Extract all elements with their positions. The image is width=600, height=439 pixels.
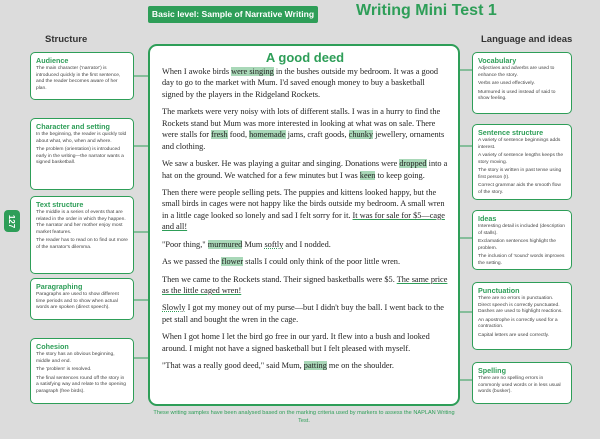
highlight: fresh	[211, 130, 228, 140]
dotted-underline: Slowly	[162, 303, 186, 313]
box-text: Capital letters are used correctly.	[478, 332, 550, 338]
highlight: chunky	[348, 130, 374, 140]
box-text: There are no errors in punctuation. Direct speech is correctly punctuated. Dashes are used to highlight reactions.	[478, 296, 563, 315]
cohesion-box	[30, 338, 134, 404]
structure-heading: Structure	[45, 34, 88, 45]
highlight: patting	[303, 361, 327, 371]
box-title: Character and setting	[36, 122, 110, 131]
box-title: Ideas	[478, 214, 497, 223]
box-text: In the beginning, the reader is quickly told about what, who, when and where.	[36, 132, 127, 144]
story-paragraph-7: Then we came to the Rockets stand. Their signed basketballs were $5. The same price as the little caged wren!	[162, 274, 448, 295]
box-text: The final sentences round off the story in a satisfying way and relate to the opening paragraph (free birds).	[36, 375, 126, 394]
box-text: Paragraphs are used to show different time periods and to show when actual words are spoken (direct speech).	[36, 292, 119, 311]
box-text: There are no spelling errors in commonly used words or in less usual words (busker).	[478, 376, 561, 395]
highlight: keen	[359, 170, 376, 180]
text-structure-box	[30, 196, 134, 274]
paragraphing-box	[30, 278, 134, 320]
story-title: A good deed	[265, 50, 345, 65]
box-text: A variety of sentence beginnings adds interest.	[478, 138, 561, 150]
audience-box	[30, 52, 134, 100]
box-title: Spelling	[478, 366, 506, 375]
box-text: The story has an obvious beginning, middle and end.	[36, 352, 115, 364]
language-ideas-heading: Language and ideas	[481, 34, 573, 45]
box-title: Text structure	[36, 200, 84, 209]
character-setting-box	[30, 118, 134, 190]
story-paragraph-2: The markets were very noisy with lots of different stalls. I was in a hurry to find the Rockets stand but Mum was more interested in looking at what was on sale. There were stalls for fresh food, homemade jams, craft goods, chunky jewellery, ornaments and clothing.	[162, 107, 445, 151]
ideas-box	[472, 210, 572, 270]
box-text: The main character ('narrator') is introduced quickly in the first sentence, and the reader becomes aware of her plan.	[36, 66, 121, 91]
page-title: Writing Mini Test 1	[356, 2, 497, 19]
highlight: flower	[221, 257, 244, 267]
spelling-box	[472, 362, 572, 404]
story-paragraph-6: As we passed the flower stalls I could only think of the poor little wren.	[162, 257, 401, 267]
box-title: Audience	[36, 56, 69, 65]
story-paragraph-1: When I awoke birds were singing in the bushes outside my bedroom. It was a good day to go to the market with Mum. I'd saved enough money to buy a basketball signed by the players in the Ridgeland Rockets.	[162, 67, 439, 99]
box-title: Sentence structure	[478, 128, 544, 137]
page-number-tab	[4, 210, 20, 232]
story-paragraph-8: Slowly I got my money out of my purse—but I didn't buy the ball. I went back to the pet stall and bought the wren in the cage.	[162, 303, 444, 324]
box-text: Adjectives and adverbs are used to enhance the story.	[478, 66, 555, 78]
box-text: The inclusion of 'sound' words improves the setting.	[478, 254, 565, 266]
box-text: The 'problem' is resolved.	[36, 367, 92, 373]
box-text: Verbs are used effectively.	[478, 81, 535, 87]
box-text: An apostrophe is correctly used for a contraction.	[478, 317, 558, 330]
page-number: 127	[7, 214, 17, 228]
box-text: Correct grammar aids the smooth flow of the story.	[478, 183, 561, 195]
highlight: homemade	[249, 130, 286, 140]
box-title: Paragraphing	[36, 282, 83, 291]
sentence-structure-box	[472, 124, 572, 200]
punctuation-box	[472, 282, 572, 350]
box-text: Interesting detail is included (description of stalls).	[478, 224, 565, 236]
box-text: Exclamation sentences highlight the problem.	[478, 239, 557, 251]
story-paragraph-5: "Poor thing," murmured Mum softly and I nodded.	[162, 239, 331, 249]
vocabulary-box	[472, 52, 572, 114]
highlight: were singing	[231, 67, 274, 76]
box-title: Vocabulary	[478, 56, 517, 65]
dotted-underline: softly	[264, 239, 284, 249]
highlight: murmured	[207, 239, 243, 249]
underline: The same price as the little caged wren!	[162, 274, 448, 295]
story-paragraph-4: Then there were people selling pets. The puppies and kittens looked happy, but the small birds in cages were not happy like the birds outside my bedroom. A small wren in a little cage looked so lonely and sad I felt sorry for it. It was for sale for $5—cage and all!	[162, 187, 445, 232]
level-banner: Basic level: Sample of Narrative Writing	[148, 6, 318, 23]
highlight: dropped	[399, 159, 427, 169]
story-paragraph-3: We saw a busker. He was playing a guitar and singing. Donations were dropped into a hat on the ground. We watched for a few minutes but I was keen to keep going.	[162, 159, 448, 180]
box-text: The middle is a series of events that are related in the order in which they happen. The narrator and her mother enjoy most market features.	[36, 210, 126, 235]
footer-note: These writing samples have been analysed based on the marking criteria used by markers to assess the NAPLAN Writing Test.	[153, 410, 455, 424]
box-text: A variety of sentence lengths keeps the story moving.	[478, 153, 564, 165]
box-title: Cohesion	[36, 342, 69, 351]
box-text: The problem (orientation) is introduced early in the writing—the narrator wants a signed basketball.	[36, 147, 124, 166]
story-paragraph-9: When I got home I let the bird go free in our yard. It flew into a bush and looked around. I might not have a signed basketball but I felt pleased with myself.	[162, 332, 430, 353]
underline: It was for sale for $5—cage and all!	[162, 210, 445, 232]
box-title: Punctuation	[478, 286, 520, 295]
box-text: Murmured is used instead of said to show feeling.	[478, 89, 556, 102]
story-paragraph-10: "That was a really good deed," said Mum, patting me on the shoulder.	[162, 361, 394, 371]
box-text: The reader has to read on to find out more of the narrator's dilemma.	[36, 238, 128, 250]
story-panel	[148, 44, 460, 406]
box-text: The story is written in past tense using first person (I).	[478, 168, 562, 180]
